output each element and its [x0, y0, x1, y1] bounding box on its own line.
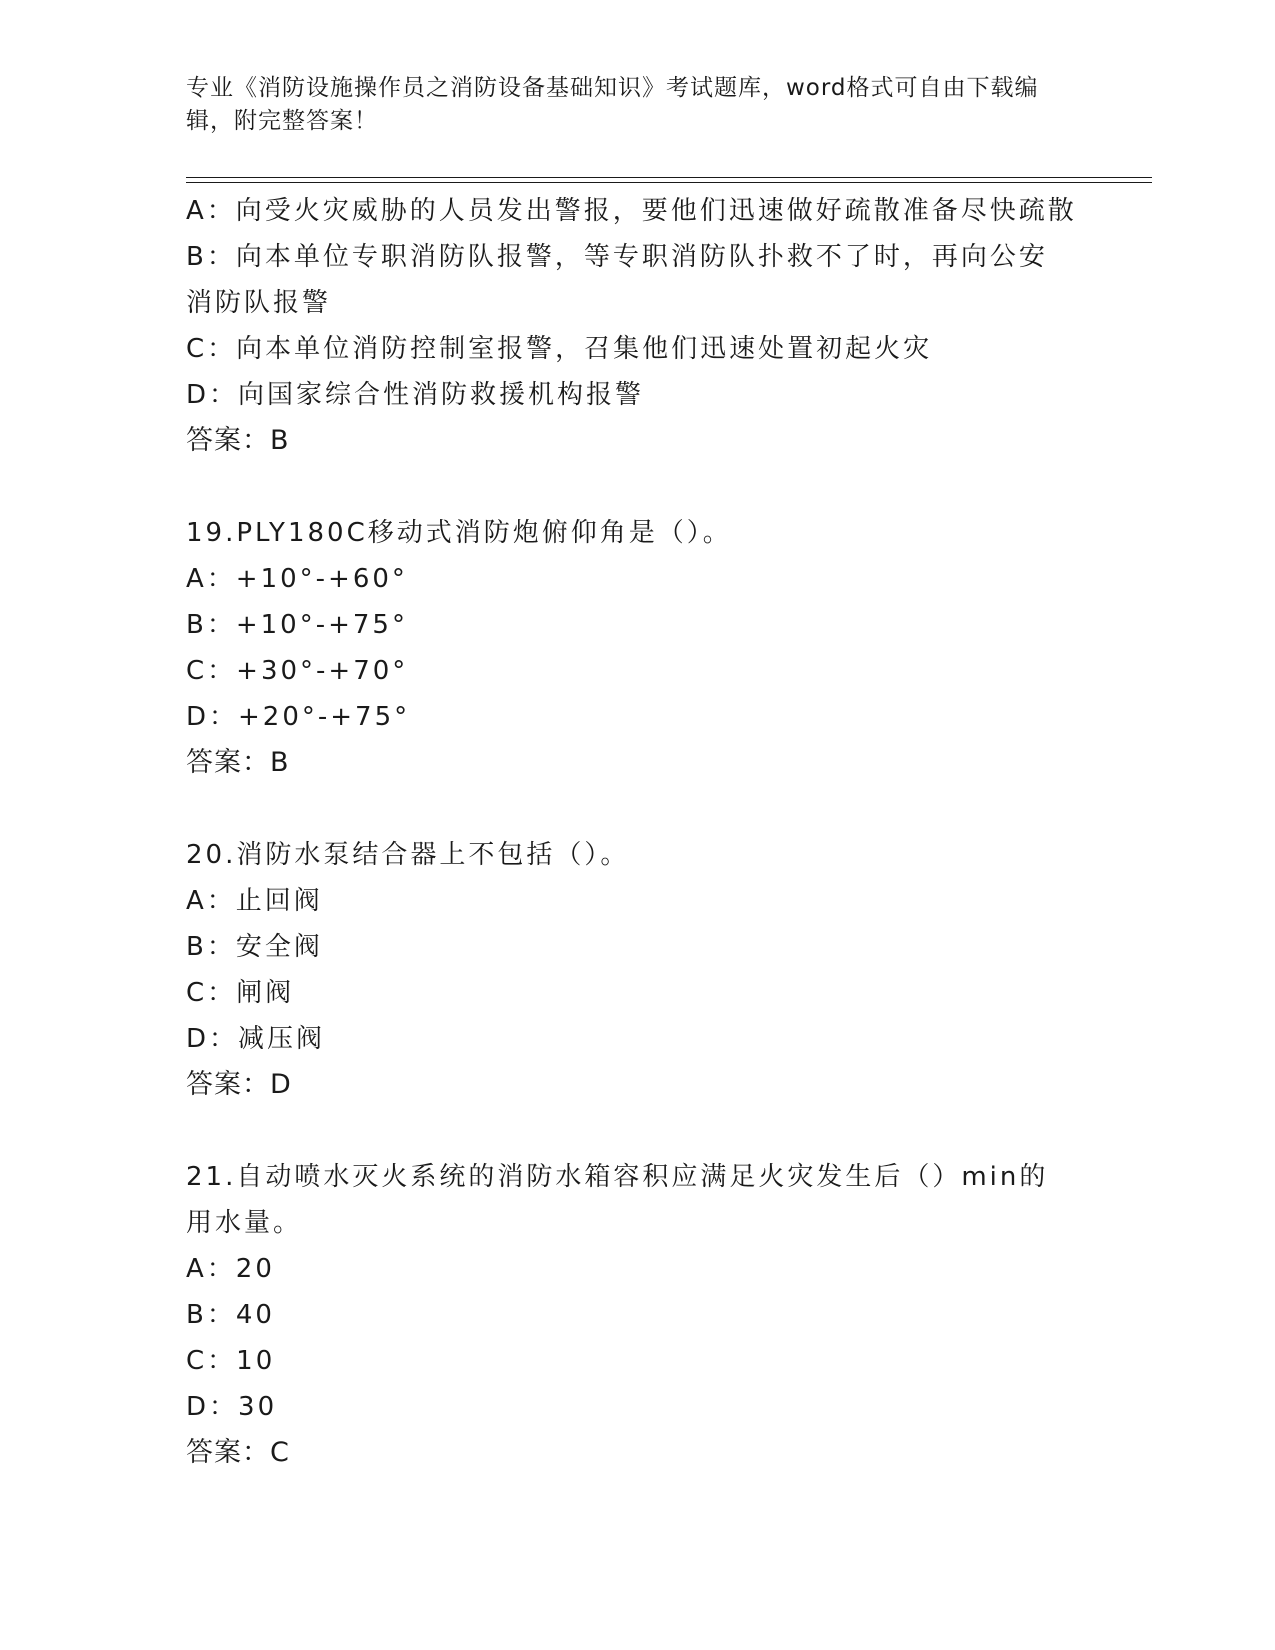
- spacer: [186, 464, 1086, 510]
- answer-label: 答案：D: [186, 1069, 292, 1100]
- answer-label: 答案：B: [186, 425, 290, 456]
- answer-label: 答案：C: [186, 1437, 290, 1468]
- spacer: [186, 1108, 1086, 1154]
- option-b: B：+10°-+75°: [186, 610, 408, 640]
- spacer: [186, 786, 1086, 832]
- question-content: [186, 188, 1086, 1476]
- option-d: D：向国家综合性消防救援机构报警: [186, 380, 645, 410]
- document-header: 专业《消防设施操作员之消防设备基础知识》考试题库，word格式可自由下载编辑，附完整答案！: [186, 75, 1039, 134]
- option-b: B：安全阀: [186, 932, 323, 962]
- answer-label: 答案：B: [186, 747, 290, 778]
- option-d: D：30: [186, 1392, 278, 1422]
- option-b: B：40: [186, 1300, 275, 1330]
- option-b: B：向本单位专职消防队报警，等专职消防队扑救不了时，再向公安消防队报警: [186, 242, 1048, 318]
- question-20-block: [186, 832, 1086, 1108]
- question-text: 21.自动喷水灭火系统的消防水箱容积应满足火灾发生后（）min的用水量。: [186, 1162, 1049, 1238]
- header-divider-bottom: [186, 182, 1152, 183]
- question-18-block: [186, 188, 1086, 464]
- option-c: C：向本单位消防控制室报警，召集他们迅速处置初起火灾: [186, 334, 933, 364]
- option-d: D：+20°-+75°: [186, 702, 411, 732]
- option-a: A：止回阀: [186, 886, 323, 916]
- question-21-block: [186, 1154, 1086, 1476]
- question-19-block: [186, 510, 1086, 786]
- option-c: C：+30°-+70°: [186, 656, 409, 686]
- option-a: A：向受火灾威胁的人员发出警报，要他们迅速做好疏散准备尽快疏散: [186, 196, 1077, 226]
- option-c: C：10: [186, 1346, 276, 1376]
- option-a: A：+10°-+60°: [186, 564, 408, 594]
- option-d: D：减压阀: [186, 1024, 326, 1054]
- option-c: C：闸阀: [186, 978, 295, 1008]
- option-a: A：20: [186, 1254, 275, 1284]
- header-divider-top: [186, 177, 1152, 178]
- question-text: 20.消防水泵结合器上不包括（）。: [186, 840, 630, 870]
- question-text: 19.PLY180C移动式消防炮俯仰角是（）。: [186, 518, 732, 548]
